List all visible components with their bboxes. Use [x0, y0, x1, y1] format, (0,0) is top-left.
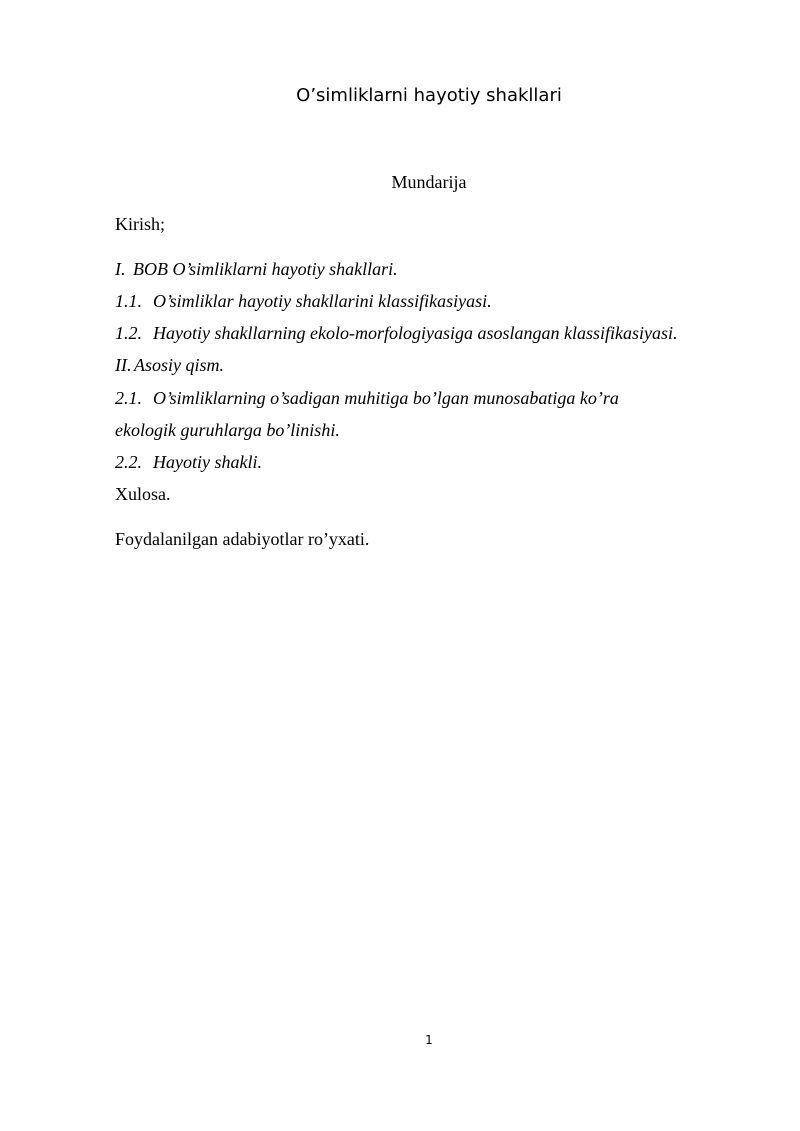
document-title: O’simliklarni hayotiy shakllari	[296, 85, 562, 106]
toc-item-text: O’simliklar hayotiy shakllarini klassifikasiyasi.	[153, 291, 492, 311]
toc-references: Foydalanilgan adabiyotlar ro’yxati.	[115, 529, 370, 549]
toc-item-text: O’simliklarning o’sadigan muhitiga bo’lgan munosabatiga ko’ra	[153, 388, 619, 408]
toc-item-bob-2	[115, 353, 224, 377]
toc-intro: Kirish;	[115, 214, 166, 234]
toc-item-number: 1.2.	[115, 323, 142, 343]
toc-item-text: Hayotiy shakli.	[153, 452, 262, 472]
toc-item-text: ekologik guruhlarga bo’linishi.	[115, 420, 340, 440]
toc-heading: Mundarija	[391, 172, 467, 192]
toc-item-text: Asosiy qism.	[134, 355, 224, 375]
toc-item-text: BOB O’simliklarni hayotiy shakllari.	[133, 259, 398, 279]
toc-item-bob-1	[115, 257, 398, 281]
toc-item-number: II.	[115, 355, 132, 375]
toc-item-2-1	[115, 386, 619, 410]
toc-item-1-2	[115, 321, 677, 345]
toc-conclusion: Xulosa.	[115, 484, 171, 504]
toc-item-2-2	[115, 450, 262, 474]
toc-item-1-1	[115, 289, 492, 313]
toc-item-number: I.	[115, 259, 126, 279]
toc-item-number: 2.1.	[115, 388, 142, 408]
page-number: 1	[425, 1033, 433, 1047]
toc-item-number: 1.1.	[115, 291, 142, 311]
toc-item-text: Hayotiy shakllarning ekolo-morfologiyasiga asoslangan klassifikasiyasi.	[153, 323, 678, 343]
toc-item-number: 2.2.	[115, 452, 142, 472]
toc-item-2-1-continuation	[115, 418, 340, 442]
